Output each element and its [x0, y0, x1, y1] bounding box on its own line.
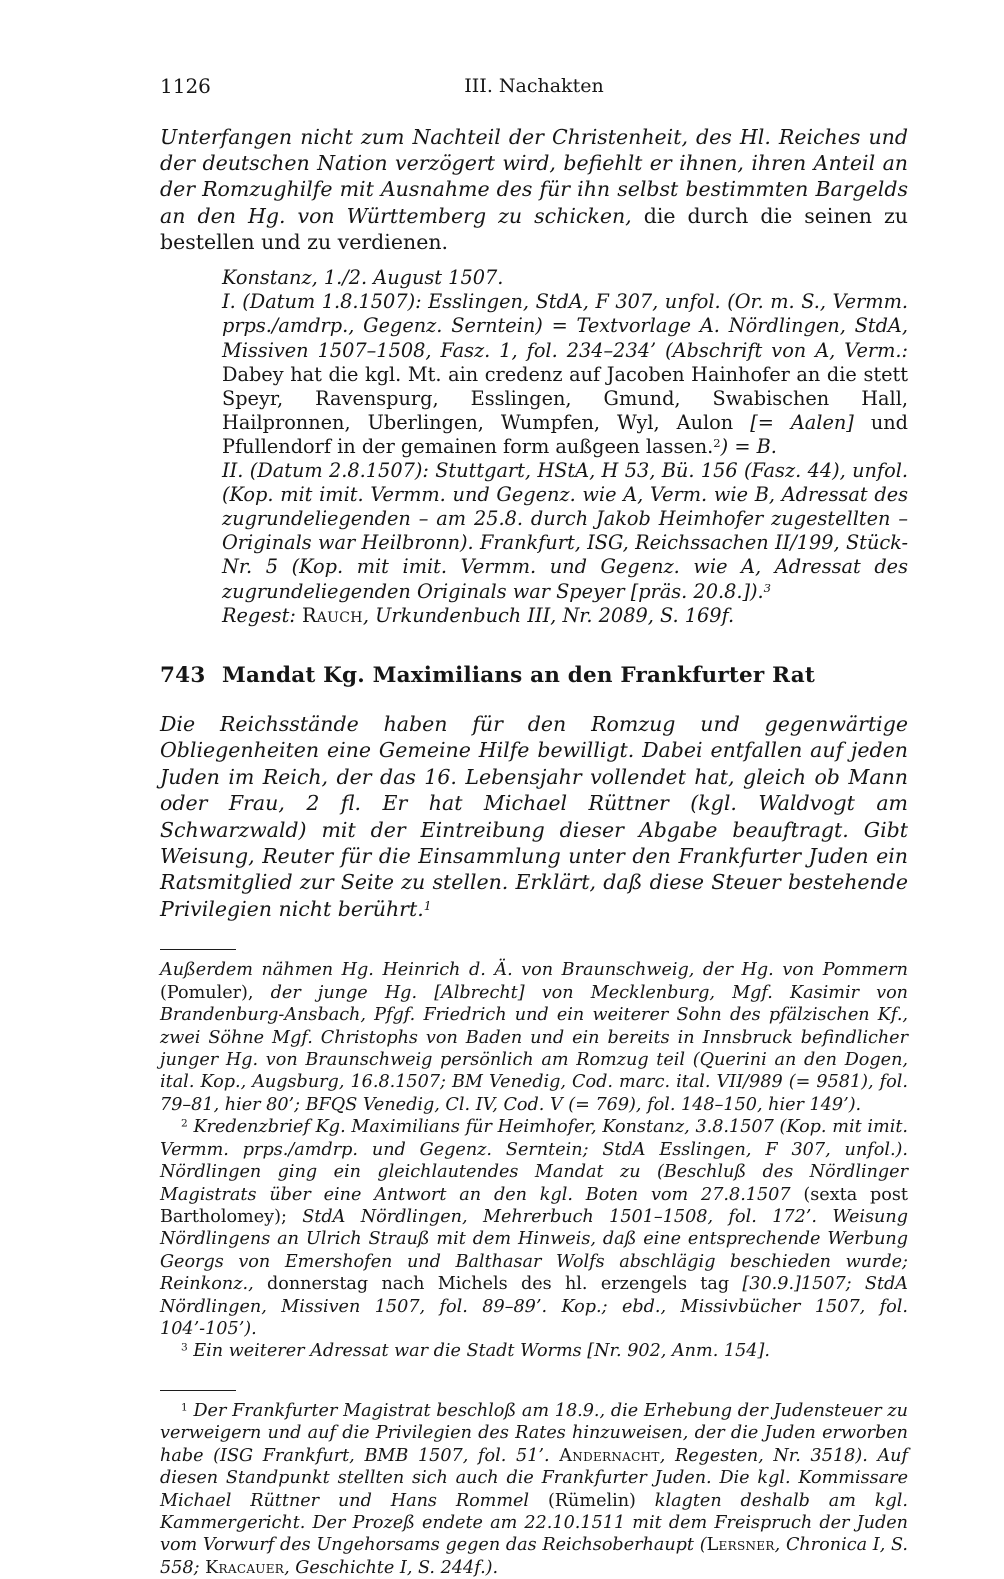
entry-summary — [160, 711, 908, 923]
intro-paragraph — [160, 124, 908, 255]
source-block — [222, 266, 908, 628]
footnote-2 — [160, 1116, 908, 1340]
text-segment: Regest: — [222, 603, 302, 627]
entry-title: Mandat Kg. Maximilians an den Frankfurter Rat — [222, 662, 815, 688]
page-header — [160, 74, 908, 102]
entry-heading — [160, 663, 908, 688]
text-segment: (sexta post Bartholomey); — [160, 1184, 908, 1227]
text-segment: (Rümelin) — [547, 1490, 655, 1511]
text-segment: Ein weiterer Adressat war die Stadt Worms [Nr. 902, Anm. 154]. — [187, 1341, 770, 1362]
source-regest — [222, 604, 908, 628]
footnote-1 — [160, 1400, 908, 1579]
footnote-separator-2 — [160, 1390, 236, 1391]
text-segment: Dabey hat die kgl. Mt. ain credenz auf Jacoben Hainhofer an die stett Speyr, Ravenspurg, Esslingen, Gmund, Swabischen Hall, Hailpronnen, Uberlingen, Wumpfen, Wyl, Aulon — [222, 362, 908, 434]
text-segment: 2 — [181, 1118, 188, 1130]
text-segment: 3 — [181, 1342, 188, 1355]
text-segment: Unterfangen nicht zum Nachteil der Christenheit, des Hl. Reiches und der deutschen Nation verzögert wird, befiehlt er ihnen, ihren Anteil an der Romzughilfe mit Ausnahme des für ihn selbst bestimmten Bargelds an den Hg. von Württemberg zu schicken, — [160, 125, 908, 228]
source-copy-b — [222, 459, 908, 604]
text-segment: (Pomuler), — [160, 982, 254, 1003]
text-segment: , Regesten, Nr. 3518). Auf diesen Standpunkt stellten sich auch die Frankfurter Juden. Die kgl. Kommissare Michael Rüttner und Hans Rommel — [160, 1445, 908, 1511]
text-segment: ) = B. — [720, 434, 777, 458]
running-head: III. Nachakten — [464, 75, 604, 97]
source-dateline — [222, 266, 908, 290]
text-segment: Der Frankfurter Magistrat beschloß am 18.9., die Erhebung der Judensteuer zu verweigern und auf die Privilegien des Rates hinzuweisen, der die Juden erworben habe (ISG Frankfurt, BMB 1507, fol. 51’. — [160, 1400, 908, 1466]
footnote-separator-1 — [160, 949, 236, 950]
source-copy-a — [222, 290, 908, 459]
text-segment: der junge Hg. [Albrecht] von Mecklenburg, Mgf. Kasimir von Brandenburg-Ansbach, Pfgf. Friedrich und ein weiterer Sohn des pfälzischen Kf., zwei Söhne Mgf. Christophs von Baden und ein bereits in Innsbruck befindlicher junger Hg. von Braunschweig persönlich am Romzug teil (Querini an den Dogen, ital. Kop., Augsburg, 16.8.1507; BM Venedig, Cod. marc. ital. VII/989 (= 9581), fol. 79–81, hier 80’; BFQS Venedig, Cl. IV, Cod. V (= 769), fol. 148–150, hier 149’). — [160, 982, 908, 1115]
footnotes-entry — [160, 1400, 908, 1579]
footnotes-continued — [160, 959, 908, 1363]
text-segment: Andernacht — [559, 1445, 660, 1466]
text-segment: Konstanz, 1./2. August 1507. — [222, 266, 504, 290]
text-segment: StdA Nördlingen, Mehrerbuch 1501–1508, fol. 172’. Weisung Nördlingens an Ulrich Strauß mit dem Hinweis, daß eine entsprechende Werbung Georgs von Emershofen und Balthasar Wolfs abschlägig beschieden wurde; Reinkonz., — [160, 1206, 908, 1295]
text-segment: I. (Datum 1.8.1507): Esslingen, StdA, F 307, unfol. (Or. m. S., Vermm. prps./amdrp., Gegenz. Serntein) = Textvorlage A. Nördlingen, StdA, Missiven 1507–1508, Fasz. 1, fol. 234–234’ (Abschrift von A, Verm.: — [222, 290, 908, 362]
footnote-3 — [160, 1340, 908, 1362]
text-segment: , Geschichte I, S. 244f.). — [284, 1557, 499, 1578]
text-segment: donnerstag nach Michels des hl. erzengels tag — [266, 1274, 743, 1295]
text-segment: Rauch — [301, 603, 363, 627]
text-segment: , Urkundenbuch III, Nr. 2089, S. 169f. — [362, 603, 735, 627]
text-segment: Kredenzbrief Kg. Maximilians für Heimhofer, Konstanz, 3.8.1507 (Kop. mit imit. Vermm. prps./amdrp. und Gegenz. Serntein; StdA Esslingen, F 307, unfol.). Nördlingen ging ein gleichlautendes Mandat zu (Beschluß des Nördlinger Magistrats über eine Antwort an den kgl. Boten vom 27.8.1507 — [160, 1117, 908, 1205]
text-segment: und Pfullendorf in der gemainen form außgeen lassen. — [222, 410, 908, 458]
text-segment: klagten deshalb am kgl. Kammergericht. Der Prozeß endete am 22.10.1511 mit dem Freispruch der Juden vom Vorwurf des Ungehorsams gegen das Reichsoberhaupt ( — [160, 1490, 908, 1556]
text-segment: II. (Datum 2.8.1507): Stuttgart, HStA, H 53, Bü. 156 (Fasz. 44), unfol. (Kop. mit imit. Vermm. und Gegenz. wie A, Verm. wie B, Adressat des zugrundeliegenden – am 25.8. durch Jakob Heimhofer zugestellten – Originals war Heilbronn). Frankfurt, ISG, Reichssachen II/199, Stück-Nr. 5 (Kop. mit imit. Vermm. und Gegenz. wie A, Adressat des zugrundeliegenden Originals war Speyer [präs. 20.8.]). — [222, 459, 908, 603]
text-segment: Außerdem nähmen Hg. Heinrich d. Ä. von Braunschweig, der Hg. von Pommern — [160, 960, 908, 981]
text-segment: Die Reichsstände haben für den Romzug und gegenwärtige Obliegenheiten eine Gemeine Hilfe bewilligt. Dabei entfallen auf jeden Juden im Reich, der das 16. Lebensjahr vollendet hat, gleich ob Mann oder Frau, 2 fl. Er hat Michael Rüttner (kgl. Waldvogt am Schwarzwald) mit der Eintreibung dieser Abgabe beauftragt. Gibt Weisung, Reuter für die Einsammlung unter den Frankfurter Juden ein Ratsmitglied zur Seite zu stellen. Erklärt, daß diese Steuer bestehende Privilegien nicht berührt. — [160, 711, 908, 921]
footnote-continuation — [160, 959, 908, 1116]
text-segment: 1 — [181, 1401, 188, 1414]
text-segment: , Chronica I, S. 558; — [160, 1535, 908, 1578]
entry-number: 743 — [160, 662, 206, 688]
text-segment: [= Aalen] — [750, 410, 871, 434]
text-segment: 3 — [763, 580, 772, 595]
text-segment: die durch die seinen zu bestellen und zu verdienen. — [160, 203, 909, 254]
text-segment: Lersner — [706, 1535, 775, 1556]
text-segment: 2 — [713, 436, 721, 451]
book-page — [160, 0, 908, 1579]
page-number: 1126 — [160, 74, 211, 98]
text-segment: Kracauer — [205, 1557, 285, 1578]
text-segment: [30.9.]1507; StdA Nördlingen, Missiven 1507, fol. 89–89’. Kop.; ebd., Missivbücher 1507, fol. 104’-105’). — [160, 1274, 908, 1340]
text-segment: 1 — [423, 898, 432, 913]
